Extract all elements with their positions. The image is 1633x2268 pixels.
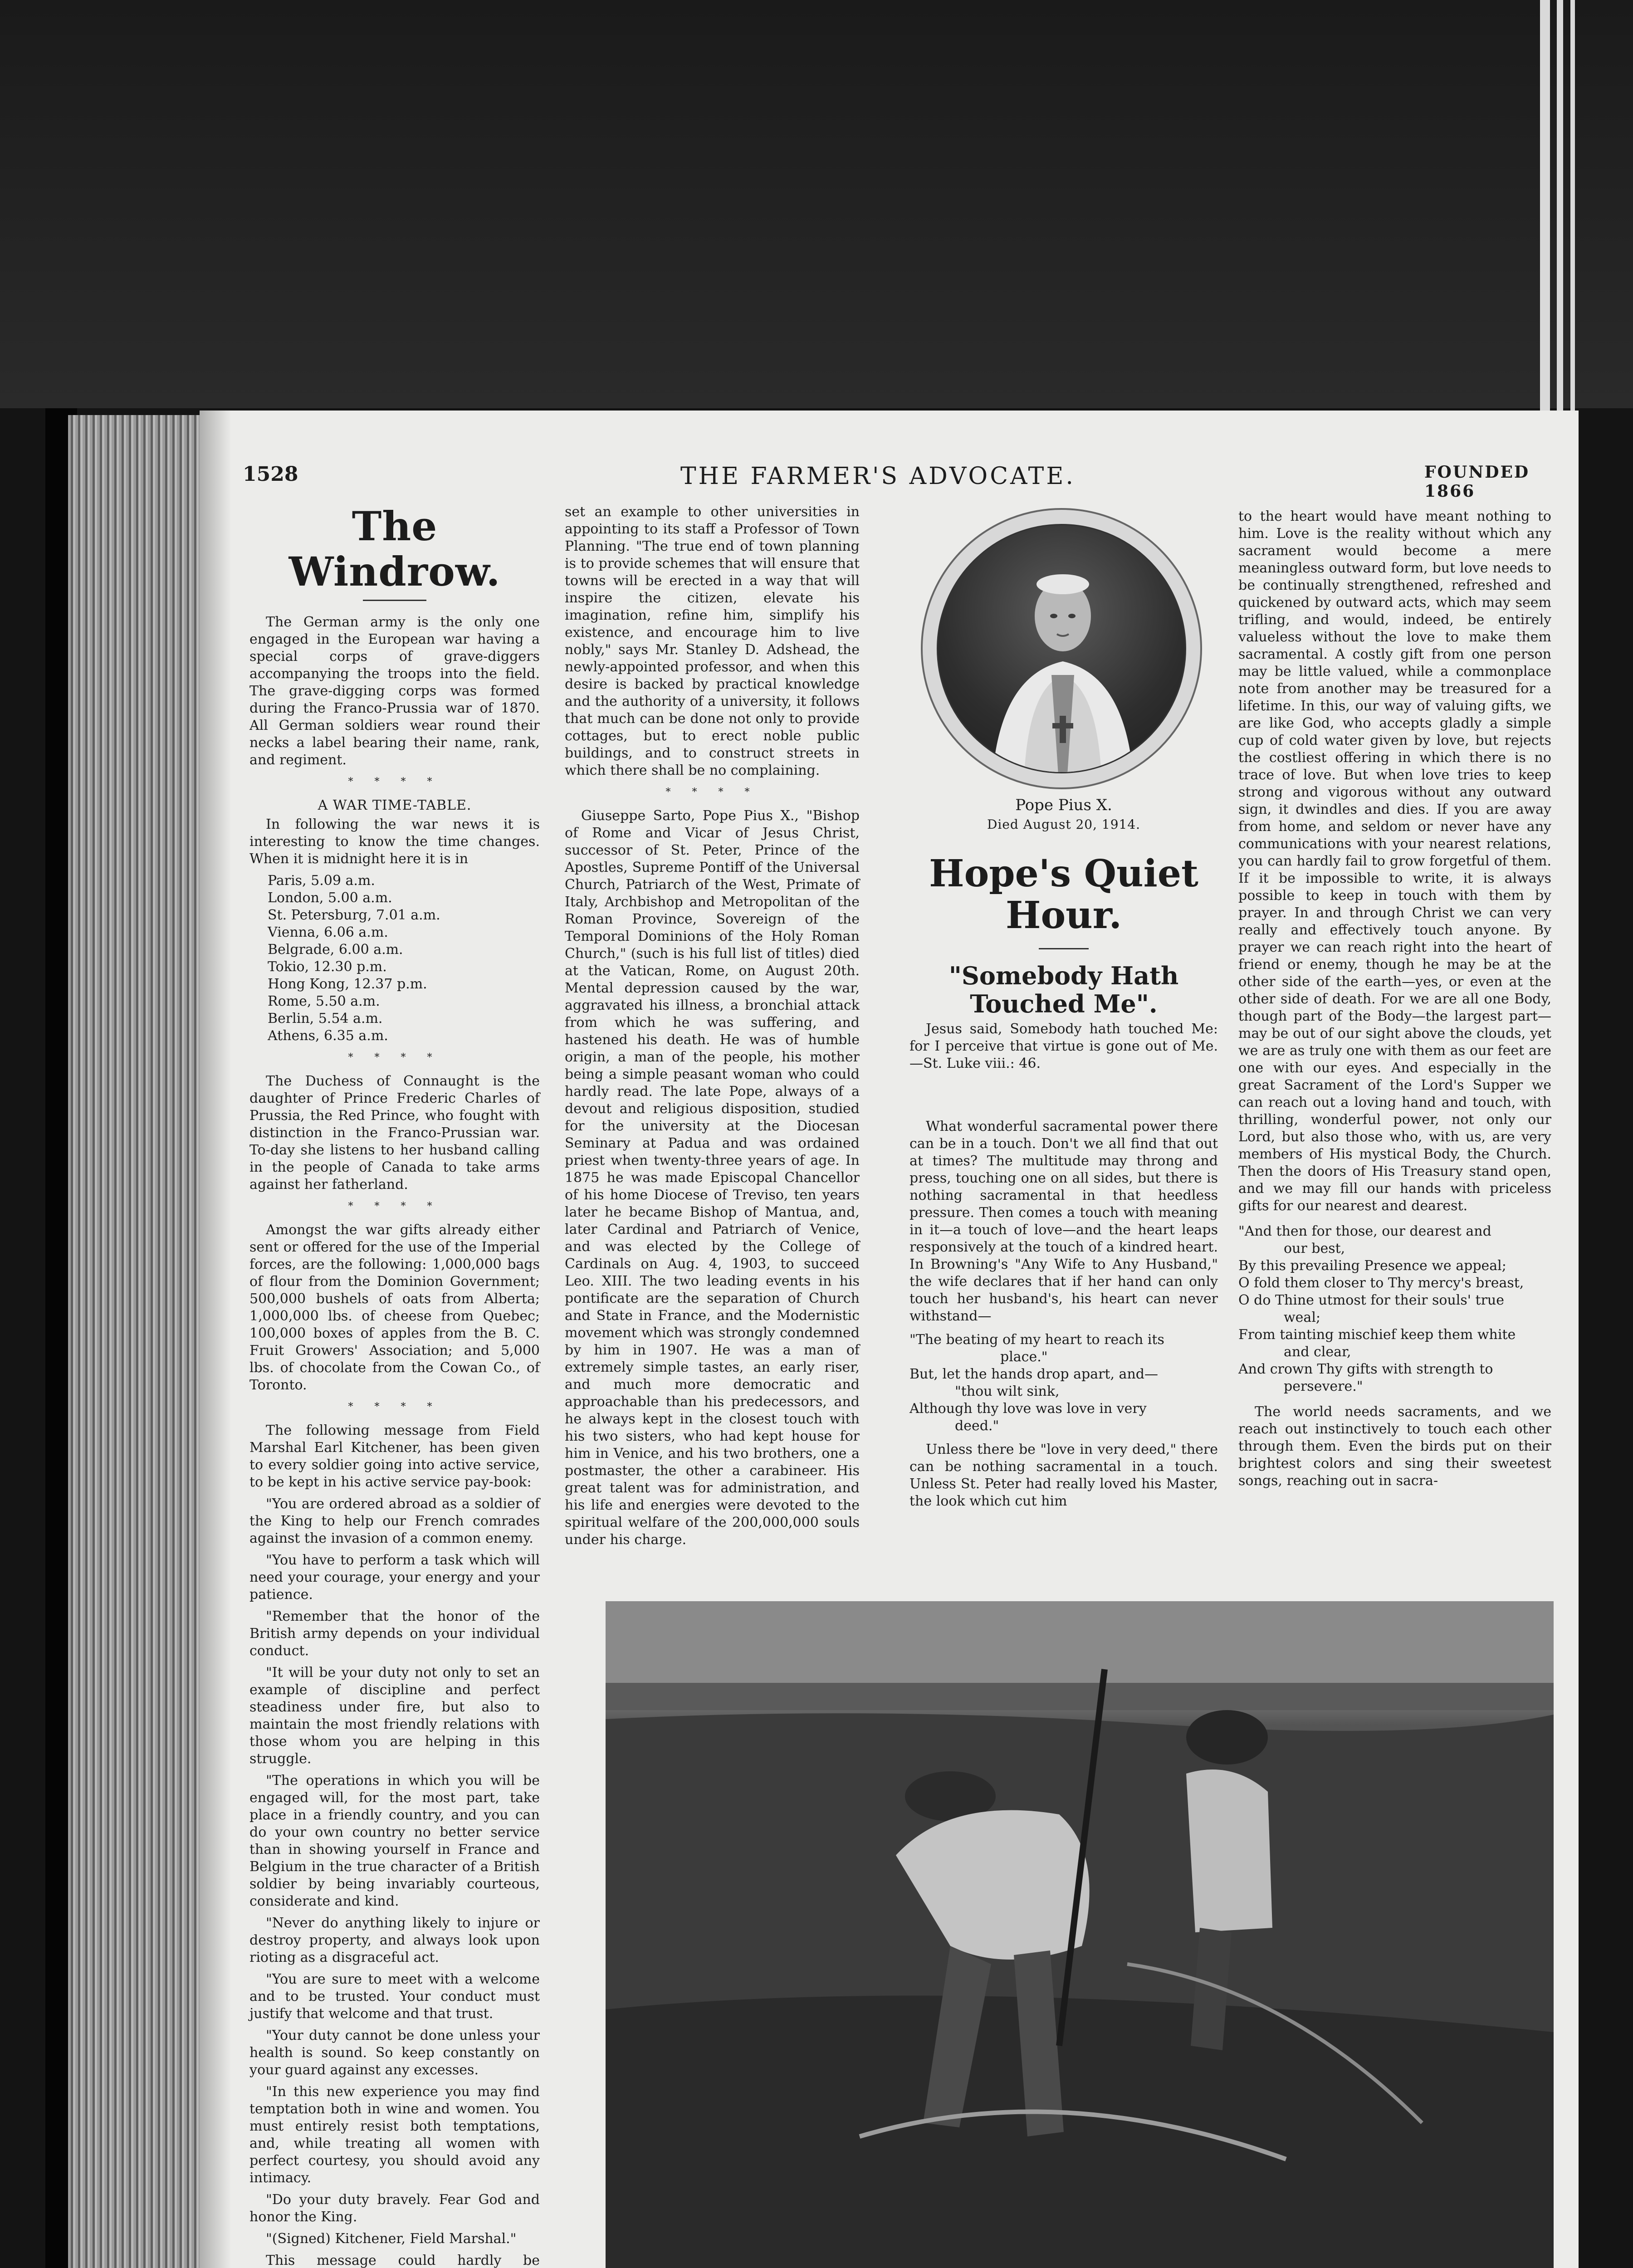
- kitchener-quote: "Remember that the honor of the British army depends on your individual conduct.: [249, 1608, 540, 1659]
- time-entry: London, 5.00 a.m.: [268, 890, 392, 906]
- applicable-paragraph: This message could hardly be: [266, 2253, 540, 2268]
- kitchener-quote: "You have to perform a task which will need your courage, your energy and your patience.: [249, 1552, 540, 1603]
- pope-portrait-image: [937, 524, 1186, 773]
- kitchener-signature: "(Signed) Kitchener, Field Marshal.": [266, 2231, 517, 2247]
- timetable-heading: A WAR TIME-TABLE.: [318, 797, 472, 813]
- time-entry: Rome, 5.50 a.m.: [268, 993, 380, 1009]
- pope-obituary-paragraph: Giuseppe Sarto, Pope Pius X., "Bishop of Rome and Vicar of Jesus Christ, successor of St. Peter, Prince of the Apostles, Supreme Pontiff of the Universal Church, Patriarch of the West, Primate of Italy, Archbishop and Metropolitan of the Roman Province, Sovereign of the Temporal Dominions of the Holy Roman Church," (such is his full list of titles) died at the Vatican, Rome, on August 20th. Mental depression caused by the war, aggravated his illness, a bronchial attack from which he was suffering, and hastened his death. He was of humble origin, a man of the people, his mother being a simple peasant woman who could hardly read. The late Pope, always of a devout and religious disposition, studied for the university at the Diocesan Seminary at Padua and was ordained priest when twenty-three years of age. In 1875 he was made Episcopal Chancellor of his home Diocese of Treviso, ten years later he became Bishop of Mantua, and, later Cardinal and Patriarch of Venice, and was elected by the College of Cardinals on Aug. 4, 1903, to succeed Leo. XIII. The two leading events in his pontificate are the separation of Church and State in France, and the Modernistic movement which was strongly condemned by him in 1907. He was a man of extremely simple tastes, an early riser, and much more democratic and approachable than his predecessors, and he always kept in the closest touch with his two sisters, who had kept house for him in Venice, and his two brothers, one a postmaster, the other a carabineer. His great talent was for administration, and his life and energies were devoted to the spiritual welfare of the 200,000,000 souls under his charge.: [565, 808, 860, 1548]
- time-entry: St. Petersburg, 7.01 a.m.: [268, 907, 440, 923]
- microfilm-background: [0, 0, 1633, 408]
- timetable-intro: In following the war news it is interesting to know the time changes. When it is midnight here it is in: [249, 816, 540, 867]
- founded-label: FOUNDED 1866: [1424, 463, 1530, 501]
- time-entry: Belgrade, 6.00 a.m.: [268, 942, 403, 958]
- fourth-column: [1238, 508, 1551, 1494]
- section-separator: * * * *: [348, 1052, 441, 1063]
- section-separator: * * * *: [348, 1201, 441, 1212]
- second-column: [565, 503, 860, 1553]
- time-entry: Tokio, 12.30 p.m.: [268, 959, 387, 975]
- time-entry: Hong Kong, 12.37 p.m.: [268, 976, 427, 992]
- connaught-paragraph: The Duchess of Connaught is the daughter of Prince Frederic Charles of Prussia, the Red Prince, who fought with distinction in the Franco-Prussian war. To-day she listens to her husband calling in the people of Canada to take arms against her fatherland.: [249, 1073, 540, 1193]
- war-gifts-paragraph: Amongst the war gifts already either sent or offered for the use of the Imperial forces, are the following: 1,000,000 bags of flour from the Dominion Government; 500,000 bushels of oats from Alberta; 1,000,000 lbs. of cheese from Quebec; 100,000 boxes of apples from the B. C. Fruit Growers' Association; and 5,000 lbs. of chocolate from the Cowan Co., of Toronto.: [249, 1222, 540, 1393]
- browning-verse: "The beating of my heart to reach its place." But, let the hands drop apart, and— "thou wilt sink, Although thy love was love in very deed.": [909, 1332, 1164, 1434]
- section-separator: * * * *: [348, 776, 441, 787]
- time-entry: Vienna, 6.06 a.m.: [268, 924, 388, 940]
- newspaper-page: [200, 411, 1579, 2268]
- time-entry: Athens, 6.35 a.m.: [268, 1028, 388, 1044]
- masthead-title: THE FARMER'S ADVOCATE.: [680, 463, 1076, 490]
- time-entry: Berlin, 5.54 a.m.: [268, 1011, 383, 1026]
- scripture-epigraph: Jesus said, Somebody hath touched Me: for I perceive that virtue is gone out of Me.—St. Luke viii.: 46.: [909, 1021, 1218, 1071]
- kitchener-quote: "Your duty cannot be done unless your health is sound. So keep constantly on your guard against any excesses.: [249, 2028, 540, 2078]
- third-column: [909, 1118, 1218, 1515]
- section-separator: * * * *: [348, 1401, 441, 1413]
- kitchener-intro: The following message from Field Marshal Earl Kitchener, has been given to every soldier going into active service, to be kept in his active service pay-book:: [249, 1422, 540, 1490]
- kitchener-quote: "The operations in which you will be engaged will, for the most part, take place in a friendly country, and you can do your own country no better service than in showing yourself in France and Belgium in the true character of a British soldier by being invariably courteous, considerate and kind.: [249, 1773, 540, 1909]
- portrait-caption: Pope Pius X.: [1015, 796, 1112, 814]
- hopes-quiet-hour-title: Hope's Quiet Hour.: [929, 852, 1198, 937]
- page-number: 1528: [243, 463, 298, 486]
- kitchener-quote: "It will be your duty not only to set an example of discipline and perfect steadiness under fire, but also to maintain the most friendly relations with those whom you are helping in this struggle.: [249, 1665, 540, 1767]
- kitchener-quote: "You are ordered abroad as a soldier of the King to help our French comrades against the invasion of a common enemy.: [249, 1496, 540, 1546]
- sermon-paragraph: to the heart would have meant nothing to him. Love is the reality without which any sacrament would become a mere meaningless outward form, but love needs to be continually strengthened, refreshed and quickened by outward acts, which may seem trifling, and would, indeed, be entirely valueless without the love to make them sacramental. A costly gift from one person may be little valued, while a commonplace note from another may be treasured for a lifetime. In this, our way of valuing gifts, we are like God, who accepts gladly a simple cup of cold water given by love, but rejects the costliest offering in which there is no trace of love. But when love tries to keep strong and vigorous without any outward sign, it dwindles and dies. If you are away from home, and seldom or never have any communications with your nearest relations, you can hardly fail to grow forgetful of them. If it be impossible to write, it is always possible to keep in touch with them by prayer. In and through Christ we can very really and effectively touch anyone. By prayer we can reach right into the heart of friend or enemy, though he may be at the other side of the earth—yes, or even at the other side of death. For we are all one Body, though part of the Body—the largest part—may be out of our sight above the clouds, yet we are as truly one with them as our feet are one with our eyes. And especially in the great Sacrament of the Lord's Supper we can reach out a loving hand and touch, with thrilling, wonderful power, not only our Lord, but also those who, with us, are very members of His mystical Body, the Church. Then the doors of His Treasury stand open, and we may fill our hands with priceless gifts for our nearest and dearest.: [1238, 508, 1551, 1214]
- sermon-title: "Somebody Hath Touched Me".: [949, 961, 1179, 1018]
- sermon-paragraph: Unless there be "love in very deed," there can be nothing sacramental in a touch. Unless St. Peter had really loved his Master, the look which cut him: [909, 1442, 1218, 1509]
- time-entry: Paris, 5.09 a.m.: [268, 873, 375, 889]
- kitchener-quote: "In this new experience you may find temptation both in wine and women. You must entirely resist both temptations, and, while treating all women with perfect courtesy, you should avoid any intimacy.: [249, 2084, 540, 2186]
- hymn-verse: "And then for those, our dearest and our best, By this prevailing Presence we appeal; O fold them closer to Thy mercy's breast, O do Thine utmost for their souls' true weal; From tainting mischief keep them white and clear, And crown Thy gifts with strength to persevere.": [1238, 1223, 1524, 1394]
- section-separator: * * * *: [665, 787, 759, 798]
- portrait-date: Died August 20, 1914.: [987, 817, 1141, 832]
- sermon-paragraph: The world needs sacraments, and we reach out instinctively to touch each other through them. Even the birds put on their brightest colors and sing their sweetest songs, reaching out in sacra-: [1238, 1404, 1551, 1489]
- grave-diggers-paragraph: The German army is the only one engaged in the European war having a special corps of grave-diggers accompanying the troops into the field. The grave-digging corps was formed during the Franco-Prussia war of 1870. All German soldiers wear round their necks a label bearing their name, rank, and regiment.: [249, 614, 540, 768]
- kitchener-quote: "Never do anything likely to injure or destroy property, and always look upon rioting as a disgraceful act.: [249, 1915, 540, 1965]
- sermon-paragraph: What wonderful sacramental power there can be in a touch. Don't we all find that out at times? The multitude may throng and press, touching one on all sides, but there is nothing sacramental in that heedless pressure. Then comes a touch with meaning in it—a touch of love—and the heart leaps responsively at the touch of a kindred heart. In Browning's "Any Wife to Any Husband," the wife declares that if her hand can only touch her husband's, his heart can never withstand—: [909, 1119, 1218, 1324]
- windrow-title: The Windrow.: [288, 503, 501, 595]
- mowers-painting-image: [606, 1601, 1554, 2268]
- windrow-column: [249, 503, 540, 2268]
- kitchener-quote: "You are sure to meet with a welcome and to be trusted. Your conduct must justify that welcome and that trust.: [249, 1971, 540, 2022]
- kitchener-quote: "Do your duty bravely. Fear God and honor the King.: [249, 2192, 540, 2225]
- book-page-edges: [68, 415, 204, 2268]
- time-list: [268, 872, 540, 1045]
- town-planning-paragraph: set an example to other universities in appointing to its staff a Professor of Town Planning. "The true end of town planning is to provide schemes that will ensure that towns will be erected in a way that will inspire the citizen, elevate his imagination, refine him, simplify his existence, and encourage him to live nobly," says Mr. Stanley D. Adshead, the newly-appointed professor, and when this desire is backed by practical knowledge and the authority of a university, it follows that much can be done not only to provide cottages, but to erect noble public buildings, and to construct streets in which there shall be no complaining.: [565, 504, 860, 778]
